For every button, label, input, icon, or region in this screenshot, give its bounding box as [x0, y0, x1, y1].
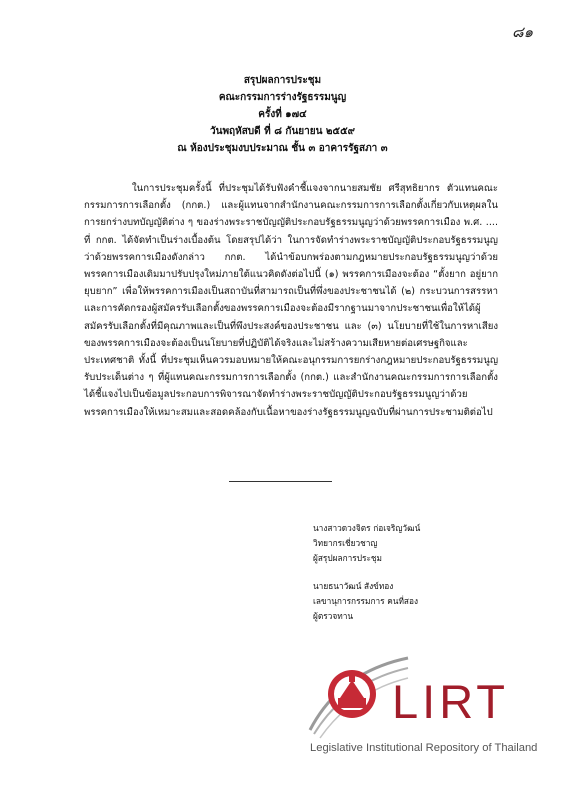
header-title: สรุปผลการประชุม	[243, 75, 322, 86]
signature-position: วิทยากรเชี่ยวชาญ	[313, 538, 378, 548]
signature-role: ผู้สรุปผลการประชุม	[313, 553, 383, 563]
header-location: ณ ห้องประชุมงบประมาณ ชั้น ๓ อาคารรัฐสภา ๓	[177, 143, 388, 154]
separator-line	[229, 481, 332, 482]
header-committee: คณะกรรมการร่างรัฐธรรมนูญ	[218, 92, 347, 103]
signature-block-summarizer	[313, 521, 420, 566]
page-number: ๘๑	[512, 23, 534, 41]
logo-tagline: Legislative Institutional Repository of Thailand	[310, 742, 538, 754]
signature-block-reviewer	[313, 579, 418, 624]
header-session-number: ครั้งที่ ๑๗๔	[258, 109, 307, 120]
signature-role: ผู้ตรวจทาน	[313, 611, 354, 621]
logo-wordmark: LIRT	[392, 675, 509, 728]
document-header	[0, 72, 565, 157]
signature-name: นายธนาวัฒน์ สังข์ทอง	[313, 581, 394, 591]
body-paragraph: ในการประชุมครั้งนี้ ที่ประชุมได้รับฟังคำชี้แจงจากนายสมชัย ศรีสุทธิยากร ตัวแทนคณะกรรมการการเลือกตั้ง (กกต.) และผู้แทนจากสำนักงานคณะกรรมการการเลือกตั้งเกี่ยวกับเหตุผลในการยกร่างบทบัญญัติต่าง ๆ ของร่างพระราชบัญญัติประกอบรัฐธรรมนูญว่าด้วยพรรคการเมือง พ.ศ. .... ที่ กกต. ได้จัดทำเป็นร่างเบื้องต้น โดยสรุปได้ว่า ในการจัดทำร่างพระราชบัญญัติประกอบรัฐธรรมนูญว่าด้วยพรรคการเมืองดังกล่าว กกต. ได้นำข้อบกพร่องตามกฎหมายประกอบรัฐธรรมนูญว่าด้วยพรรคการเมืองเดิมมาปรับปรุงใหม่ภายใต้แนวคิดดังต่อไปนี้ (๑) พรรคการเมืองจะต้อง “ตั้งยาก อยู่ยาก ยุบยาก” เพื่อให้พรรคการเมืองเป็นสถาบันที่สามารถเป็นที่พึ่งของประชาชนได้ (๒) กระบวนการสรรหาและการคัดกรองผู้สมัครรับเลือกตั้งของพรรคการเมืองจะต้องมีรากฐานมาจากประชาชนเพื่อให้ได้ผู้สมัครรับเลือกตั้งที่มีคุณภาพและเป็นที่พึงประสงค์ของประชาชน และ (๓) นโยบายที่ใช้ในการหาเสียงของพรรคการเมืองจะต้องเป็นนโยบายที่ปฏิบัติได้จริงและไม่สร้างความเสียหายต่อเศรษฐกิจและประเทศชาติ ทั้งนี้ ที่ประชุมเห็นควรมอบหมายให้คณะอนุกรรมการยกร่างกฎหมายประกอบรัฐธรรมนูญรับประเด็นต่าง ๆ ที่ผู้แทนคณะกรรมการการเลือกตั้ง (กกต.) และสำนักงานคณะกรรมการการเลือกตั้งได้ชี้แจงไปเป็นข้อมูลประกอบการพิจารณาจัดทำร่างพระราชบัญญัติประกอบรัฐธรรมนูญว่าด้วยพรรคการเมืองให้เหมาะสมและสอดคล้องกับเนื้อหาของร่างรัฐธรรมนูญฉบับที่ผ่านการประชามติต่อไป	[84, 183, 498, 418]
signature-name: นางสาวดวงจิตร ก่อเจริญวัฒน์	[313, 523, 421, 533]
signature-position: เลขานุการกรรมการ คนที่สอง	[313, 596, 419, 606]
header-date: วันพฤหัสบดี ที่ ๘ กันยายน ๒๕๕๙	[210, 126, 355, 137]
